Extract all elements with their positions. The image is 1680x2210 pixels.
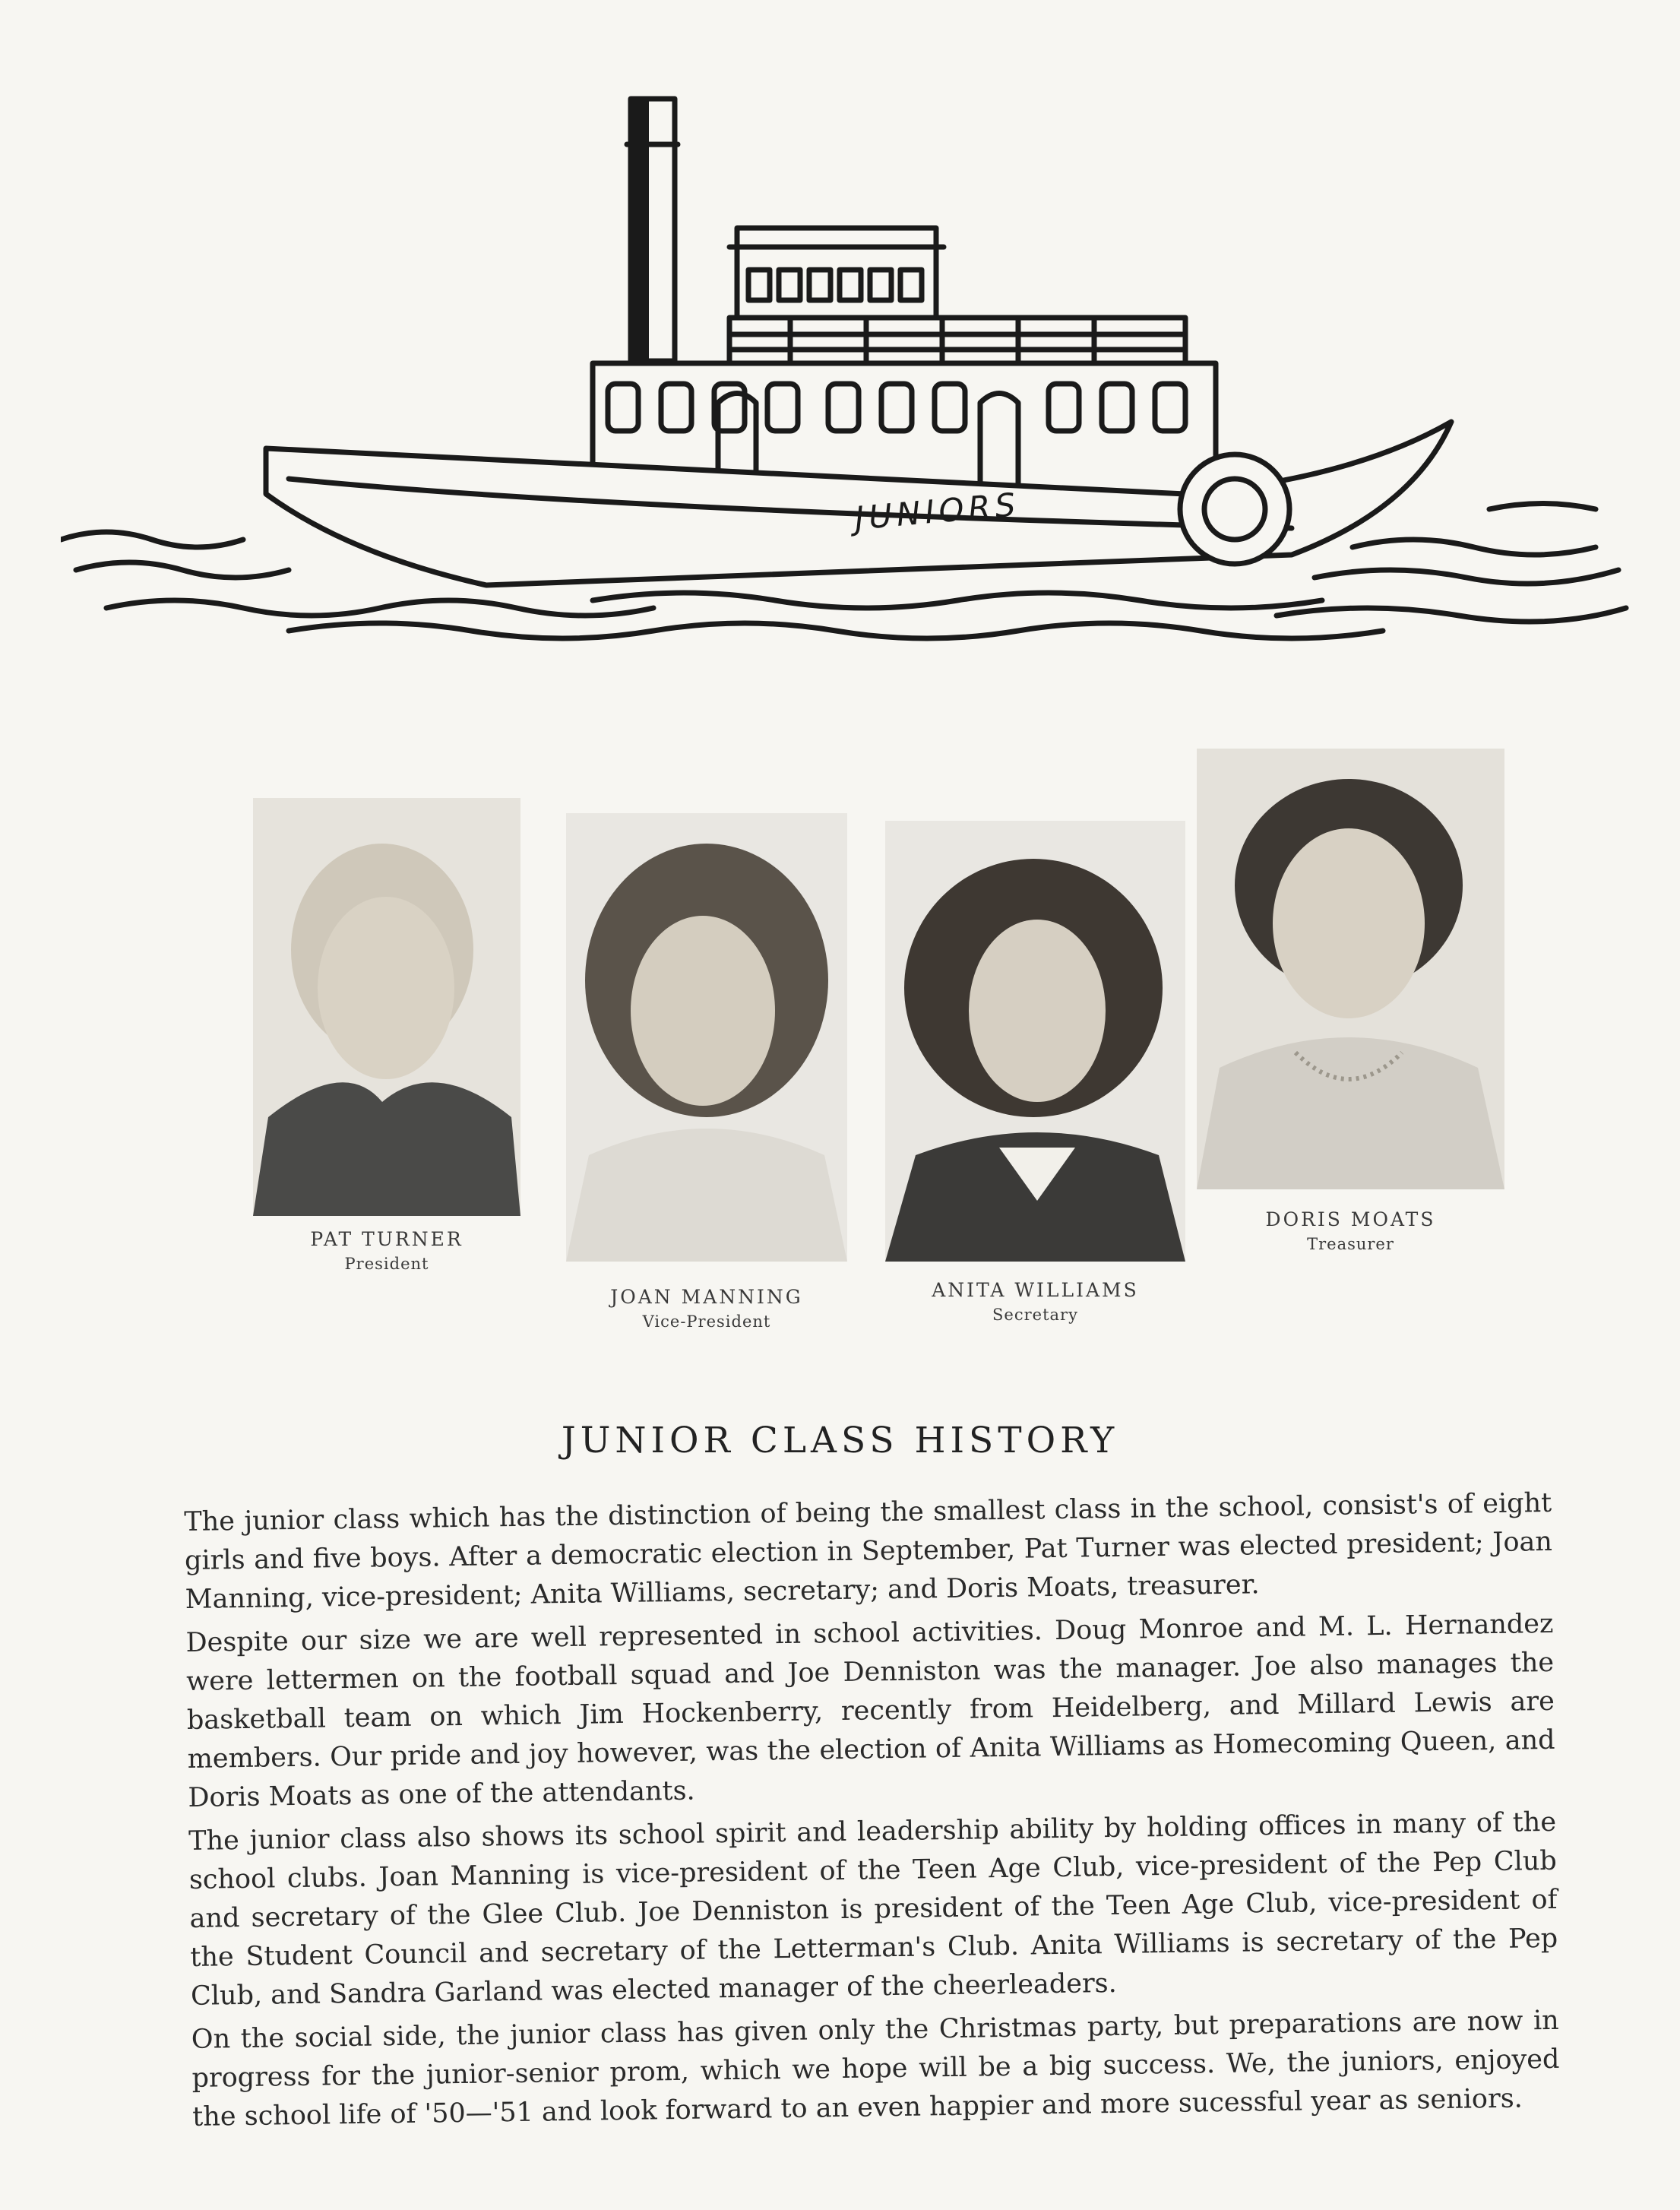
officer-caption-president bbox=[253, 1228, 520, 1273]
officer-caption-vice-president bbox=[566, 1286, 847, 1331]
history-title: JUNIOR CLASS HISTORY bbox=[561, 1420, 1119, 1461]
officer-name: ANITA WILLIAMS bbox=[932, 1279, 1139, 1301]
officer-name: DORIS MOATS bbox=[1265, 1208, 1436, 1230]
history-paragraph: Despite our size we are well represented in school activities. Doug Monroe and M. L. Hernandez were lettermen on the football squad and Joe Denniston was the manager. Joe also manages the basketball team on which Jim Hockenberry, recently from Heidelberg, and Millard Lewis are members. Our pride and joy however, was the election of Anita Williams as Homecoming Queen, and Doris Moats as one of the attendants. bbox=[185, 1608, 1555, 1813]
history-paragraph: The junior class which has the distinction of being the smallest class in the school, consist's of eight girls and five boys. After a democratic election in September, Pat Turner was elected president; Joan Manning, vice-president; Anita Williams, secretary; and Doris Moats, treasurer. bbox=[184, 1487, 1553, 1615]
anita-williams-photo bbox=[885, 821, 1185, 1262]
officer-title: Vice-President bbox=[642, 1312, 771, 1331]
juniors-ship-illustration bbox=[61, 84, 1641, 661]
pat-turner-photo bbox=[253, 798, 520, 1216]
history-body bbox=[184, 1484, 1561, 2142]
officer-caption-treasurer bbox=[1197, 1208, 1504, 1253]
officer-title: Secretary bbox=[992, 1306, 1078, 1324]
joan-manning-photo bbox=[566, 813, 847, 1262]
officer-name: JOAN MANNING bbox=[610, 1286, 803, 1308]
officer-caption-secretary bbox=[885, 1279, 1185, 1324]
history-paragraph: The junior class also shows its school spirit and leadership ability by holding offices in many of the school clubs. Joan Manning is vice-president of the Teen Age Club, vice-president of the Pep Club and secretary of the Glee Club. Joe Denniston is president of the Teen Age Club, vice-president of the Student Council and secretary of the Letterman's Club. Anita Williams is secretary of the Pep Club, and Sandra Garland was elected manager of the cheerleaders. bbox=[188, 1806, 1558, 2012]
officer-name: PAT TURNER bbox=[310, 1228, 464, 1250]
doris-moats-photo bbox=[1197, 749, 1504, 1189]
ship-name-label: JUNIORS bbox=[853, 485, 1022, 537]
officer-title: Treasurer bbox=[1307, 1235, 1394, 1253]
officer-title: President bbox=[344, 1255, 429, 1273]
history-paragraph: On the social side, the junior class has given only the Christmas party, but preparations are now in progress for the junior-senior prom, which we hope will be a big success. We, the juniors, enjoyed the school life of '50—'51 and look forward to an even happier and more sucessful year as seniors. bbox=[191, 2005, 1560, 2132]
